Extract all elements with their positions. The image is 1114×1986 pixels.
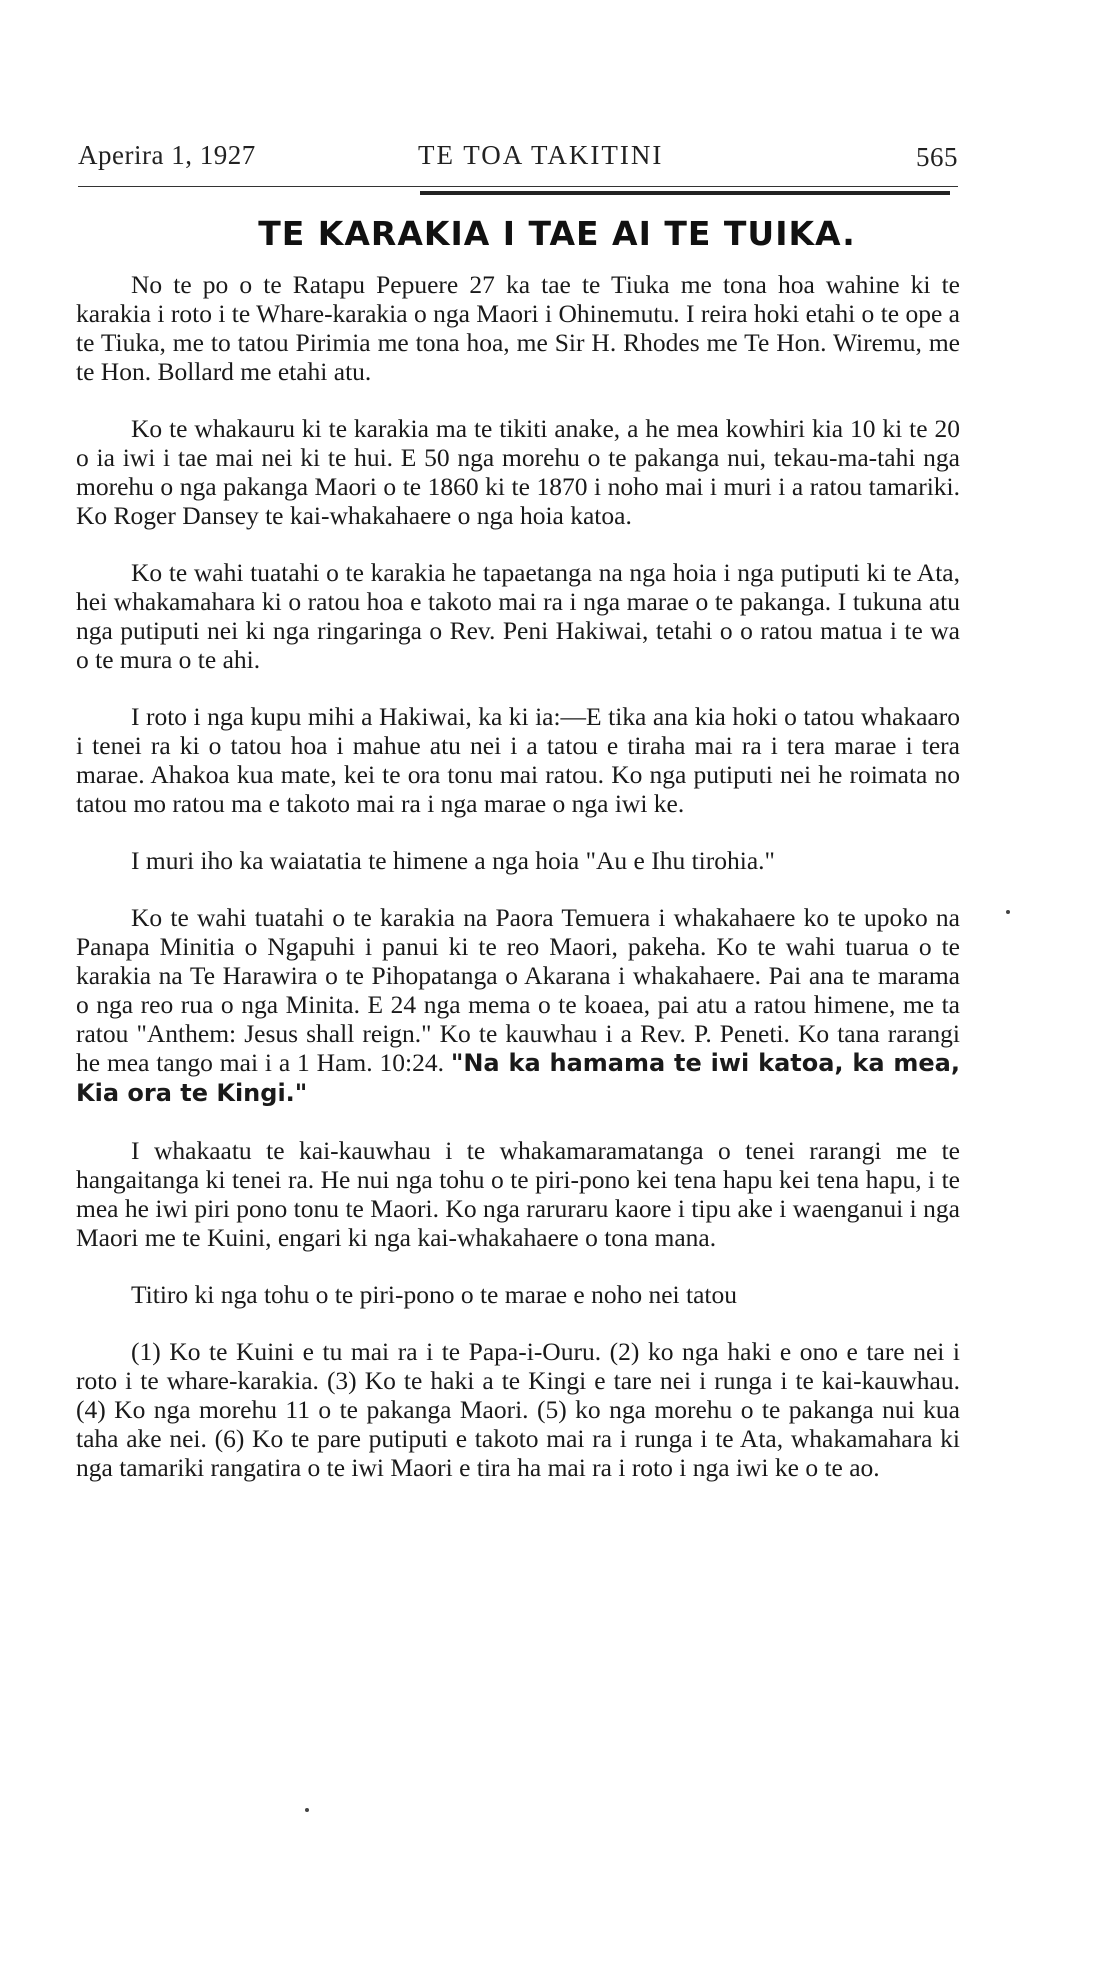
article-title: TE KARAKIA I TAE AI TE TUIKA.: [258, 214, 856, 253]
paragraph-4: I roto i nga kupu mihi a Hakiwai, ka ki ia:—E tika ana kia hoki o tatou whakaaro i tenei ra ki o tatou hoa i mahue atu nei i a tatou e tiraha mai ra i tera marae i tera marae. Ahakoa kua mate, kei te ora tonu mai ratou. Ko nga putiputi nei he roimata no tatou mo ratou ma e takoto mai ra i nga marae o nga iwi ke.: [76, 702, 960, 818]
header-rule-thick: [420, 191, 950, 195]
paragraph-3: Ko te wahi tuatahi o te karakia he tapaetanga na nga hoia i nga putiputi ki te Ata, hei whakamahara ki o ratou hoa e takoto mai ra i nga marae o te pakanga. I tukuna atu nga putiputi nei ki nga ringaringa o Rev. Peni Hakiwai, tetahi o o ratou matua i te wa o te mura o te ahi.: [76, 558, 960, 674]
publication-title: TE TOA TAKITINI: [418, 140, 664, 170]
paragraph-1: No te po o te Ratapu Pepuere 27 ka tae te Tiuka me tona hoa wahine ki te karakia i roto i te Whare-karakia o nga Maori i Ohinemutu. I reira hoki etahi o te ope a te Tiuka, me to tatou Pirimia me tona hoa, me Sir H. Rhodes me Te Hon. Wiremu, me te Hon. Bollard me etahi atu.: [76, 270, 960, 386]
page-number: 565: [916, 142, 958, 172]
paragraph-9: (1) Ko te Kuini e tu mai ra i te Papa-i-Ouru. (2) ko nga haki e ono e tare nei i roto i te whare-karakia. (3) Ko te haki a te Kingi e tare nei i runga i te kai-kauwhau. (4) Ko nga morehu 11 o te pakanga Maori. (5) ko nga morehu o te pakanga nui kua taha ake nei. (6) Ko te pare putiputi e takoto mai ra i runga i te Ata, whakamahara ki nga tamariki rangatira o te iwi Maori e tira ha mai ra i roto i nga iwi ke o te ao.: [76, 1337, 960, 1482]
running-head: [78, 140, 958, 176]
article-body: [76, 270, 960, 1482]
header-rule: [78, 186, 958, 187]
print-speck: [1006, 910, 1010, 914]
paragraph-2: Ko te whakauru ki te karakia ma te tikiti anake, a he mea kowhiri kia 10 ki te 20 o ia iwi i tae mai nei ki te hui. E 50 nga morehu o te pakanga nui, tekau-ma-tahi nga morehu o nga pakanga Maori o te 1860 ki te 1870 i noho mai i muri i a ratou tamariki. Ko Roger Dansey te kai-whakahaere o nga hoia katoa.: [76, 414, 960, 530]
paragraph-5: I muri iho ka waiatatia te himene a nga hoia "Au e Ihu tirohia.": [131, 846, 775, 875]
paragraph-7: I whakaatu te kai-kauwhau i te whakamaramatanga o tenei rarangi me te hangaitanga ki tenei ra. He nui nga tohu o te piri-pono kei tena hapu kei tena hapu, i te mea he iwi piri pono tonu te Maori. Ko nga raruraru kaore i tipu ake i waenganui i nga Maori me te Kuini, engari ki nga kai-whakahaere o tona mana.: [76, 1136, 960, 1252]
scripture-quote: "Na ka hamama te iwi katoa, ka mea, Kia ora te Kingi.": [76, 1049, 960, 1107]
paragraph-6: [76, 903, 960, 1108]
print-speck: [305, 1808, 309, 1812]
paragraph-8: Titiro ki nga tohu o te piri-pono o te marae e noho nei tatou: [131, 1280, 737, 1309]
issue-date: Aperira 1, 1927: [78, 140, 256, 170]
service-description: Ko te wahi tuatahi o te karakia na Paora Temuera i whakahaere ko te upoko na Panapa Minitia o Ngapuhi i panui ki te reo Maori, pakeha. Ko te wahi tuarua o te karakia na Te Harawira o te Pihopatanga o Akarana i whakahaere. Pai ana te marama o nga reo rua o nga Minita. E 24 nga mema o te koaea, pai atu a ratou himene, me ta ratou "Anthem: Jesus shall reign." Ko te kauwhau i a Rev. P. Peneti. Ko tana rarangi he mea tango mai i a 1 Ham. 10:24.: [76, 903, 960, 1077]
